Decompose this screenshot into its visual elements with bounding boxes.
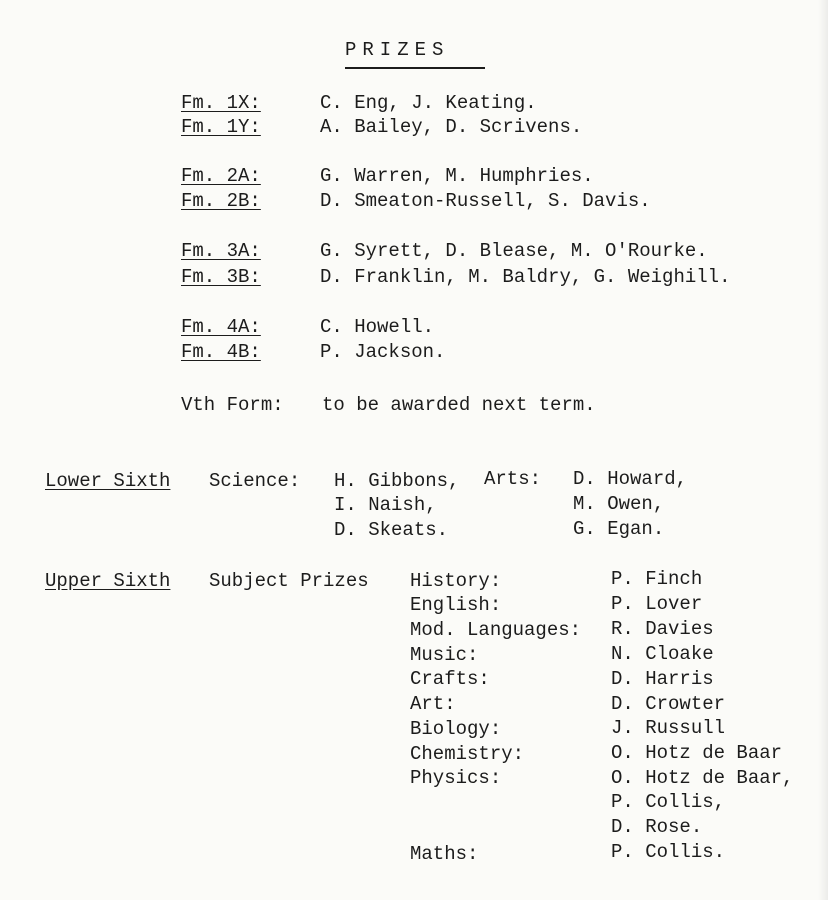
form-label: Fm. 3A:	[181, 240, 261, 262]
form-names: A. Bailey, D. Scrivens.	[320, 116, 583, 138]
form-label: Fm. 1X:	[181, 92, 261, 114]
subject-winner: P. Lover	[611, 593, 703, 615]
form-label: Fm. 3B:	[181, 266, 261, 288]
form-label: Fm. 1Y:	[181, 116, 261, 138]
subject-winner: R. Davies	[611, 618, 714, 640]
subject-name: Crafts:	[410, 668, 490, 690]
form-names: G. Syrett, D. Blease, M. O'Rourke.	[320, 240, 708, 262]
subject-winner: D. Harris	[611, 668, 714, 690]
form-label: Fm. 4B:	[181, 341, 261, 363]
page-edge-shadow	[818, 0, 828, 900]
subject-winner: P. Collis.	[611, 841, 726, 863]
form-names: D. Smeaton-Russell, S. Davis.	[320, 190, 651, 212]
subject-name: Music:	[410, 644, 479, 666]
form-label: Fm. 4A:	[181, 316, 261, 338]
arts-name: G. Egan.	[573, 518, 665, 540]
arts-label: Arts:	[484, 468, 542, 490]
science-name: H. Gibbons,	[334, 470, 460, 492]
form-names: P. Jackson.	[320, 341, 446, 363]
upper-sixth-label: Upper Sixth	[45, 570, 171, 592]
subject-winner: P. Finch	[611, 568, 703, 590]
form-names: C. Eng, J. Keating.	[320, 92, 537, 114]
subject-winner: O. Hotz de Baar	[611, 742, 783, 764]
subject-name: Mod. Languages:	[410, 619, 582, 641]
lower-sixth-label: Lower Sixth	[45, 470, 171, 492]
subject-winner: N. Cloake	[611, 643, 714, 665]
subject-winner: J. Russull	[611, 717, 726, 739]
subject-name: Physics:	[410, 767, 502, 789]
arts-name: M. Owen,	[573, 493, 665, 515]
subject-winner: O. Hotz de Baar,	[611, 767, 794, 789]
subject-winner: P. Collis,	[611, 791, 726, 813]
science-label: Science:	[209, 470, 301, 492]
science-name: I. Naish,	[334, 494, 437, 516]
form-names: G. Warren, M. Humphries.	[320, 165, 594, 187]
form-label: Fm. 2A:	[181, 165, 261, 187]
page-title: PRIZES	[345, 39, 450, 61]
subject-name: English:	[410, 594, 502, 616]
subject-name: Art:	[410, 693, 456, 715]
title-underline	[345, 67, 485, 69]
subject-name: History:	[410, 570, 502, 592]
form-names: D. Franklin, M. Baldry, G. Weighill.	[320, 266, 731, 288]
vth-form-label: Vth Form:	[181, 394, 284, 416]
science-name: D. Skeats.	[334, 519, 449, 541]
subject-name: Maths:	[410, 843, 479, 865]
arts-name: D. Howard,	[573, 468, 688, 490]
subject-winner: D. Rose.	[611, 816, 703, 838]
form-names: C. Howell.	[320, 316, 435, 338]
subject-name: Biology:	[410, 718, 502, 740]
subject-name: Chemistry:	[410, 743, 525, 765]
subject-winner: D. Crowter	[611, 693, 726, 715]
vth-form-text: to be awarded next term.	[322, 394, 596, 416]
subject-prizes-label: Subject Prizes	[209, 570, 369, 592]
form-label: Fm. 2B:	[181, 190, 261, 212]
